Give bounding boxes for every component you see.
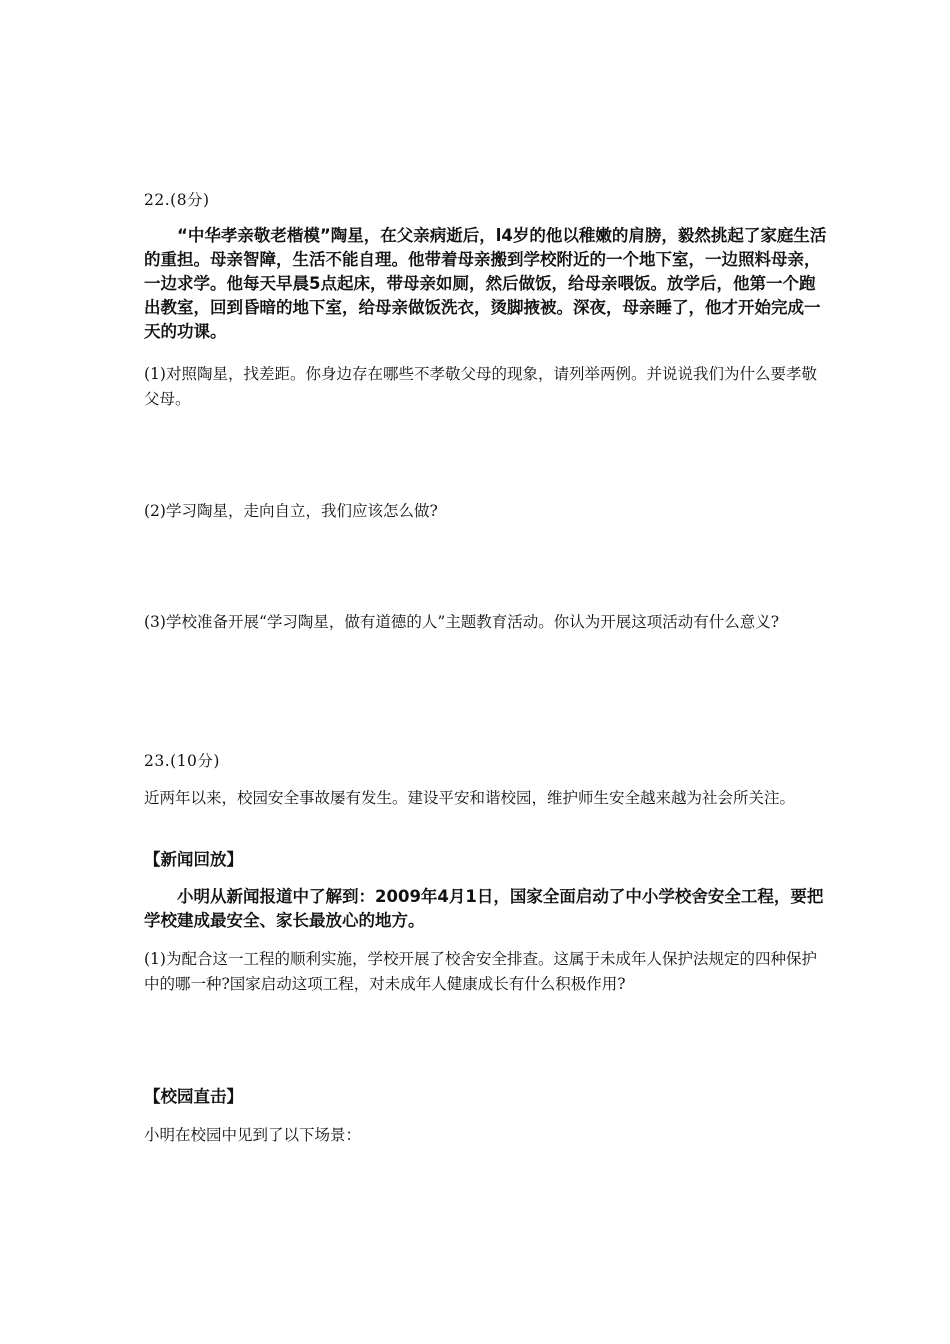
question-23-intro: 近两年以来，校园安全事故屡有发生。建设平安和谐校园，维护师生安全越来越为社会所关注。	[144, 789, 796, 807]
question-22-sub-3: (3)学校准备开展“学习陶星，做有道德的人”主题教育活动。你认为开展这项活动有什么意义?	[144, 613, 780, 631]
section-news-title: 【新闻回放】	[144, 850, 243, 869]
question-22-header: 22.(8分)	[144, 191, 210, 209]
question-22-sub-1: (1)对照陶星，找差距。你身边存在哪些不孝敬父母的现象，请列举两例。并说说我们为什么要孝敬父母。	[144, 365, 817, 408]
question-22-sub-2: (2)学习陶星，走向自立，我们应该怎么做?	[144, 502, 438, 520]
question-23-header: 23.(10分)	[144, 752, 220, 770]
section-campus-title: 【校园直击】	[144, 1087, 243, 1106]
news-passage: 小明从新闻报道中了解到：2009年4月1日，国家全面启动了中小学校舍安全工程，要把学校建成最安全、家长最放心的地方。	[144, 887, 824, 930]
question-23-sub-1: (1)为配合这一工程的顺利实施，学校开展了校舍安全排查。这属于未成年人保护法规定的四种保护中的哪一种?国家启动这项工程，对未成年人健康成长有什么积极作用?	[144, 950, 817, 993]
question-22-passage: “中华孝亲敬老楷模”陶星，在父亲病逝后，l4岁的他以稚嫩的肩膀，毅然挑起了家庭生活的重担。母亲智障，生活不能自理。他带着母亲搬到学校附近的一个地下室，一边照料母亲，一边求学。他每天早晨5点起床，带母亲如厕，然后做饭，给母亲喂饭。放学后，他第一个跑出教室，回到昏暗的地下室，给母亲做饭洗衣，烫脚掖被。深夜，母亲睡了，他才开始完成一天的功课。	[144, 226, 827, 341]
scene-intro: 小明在校园中见到了以下场景：	[144, 1126, 362, 1144]
